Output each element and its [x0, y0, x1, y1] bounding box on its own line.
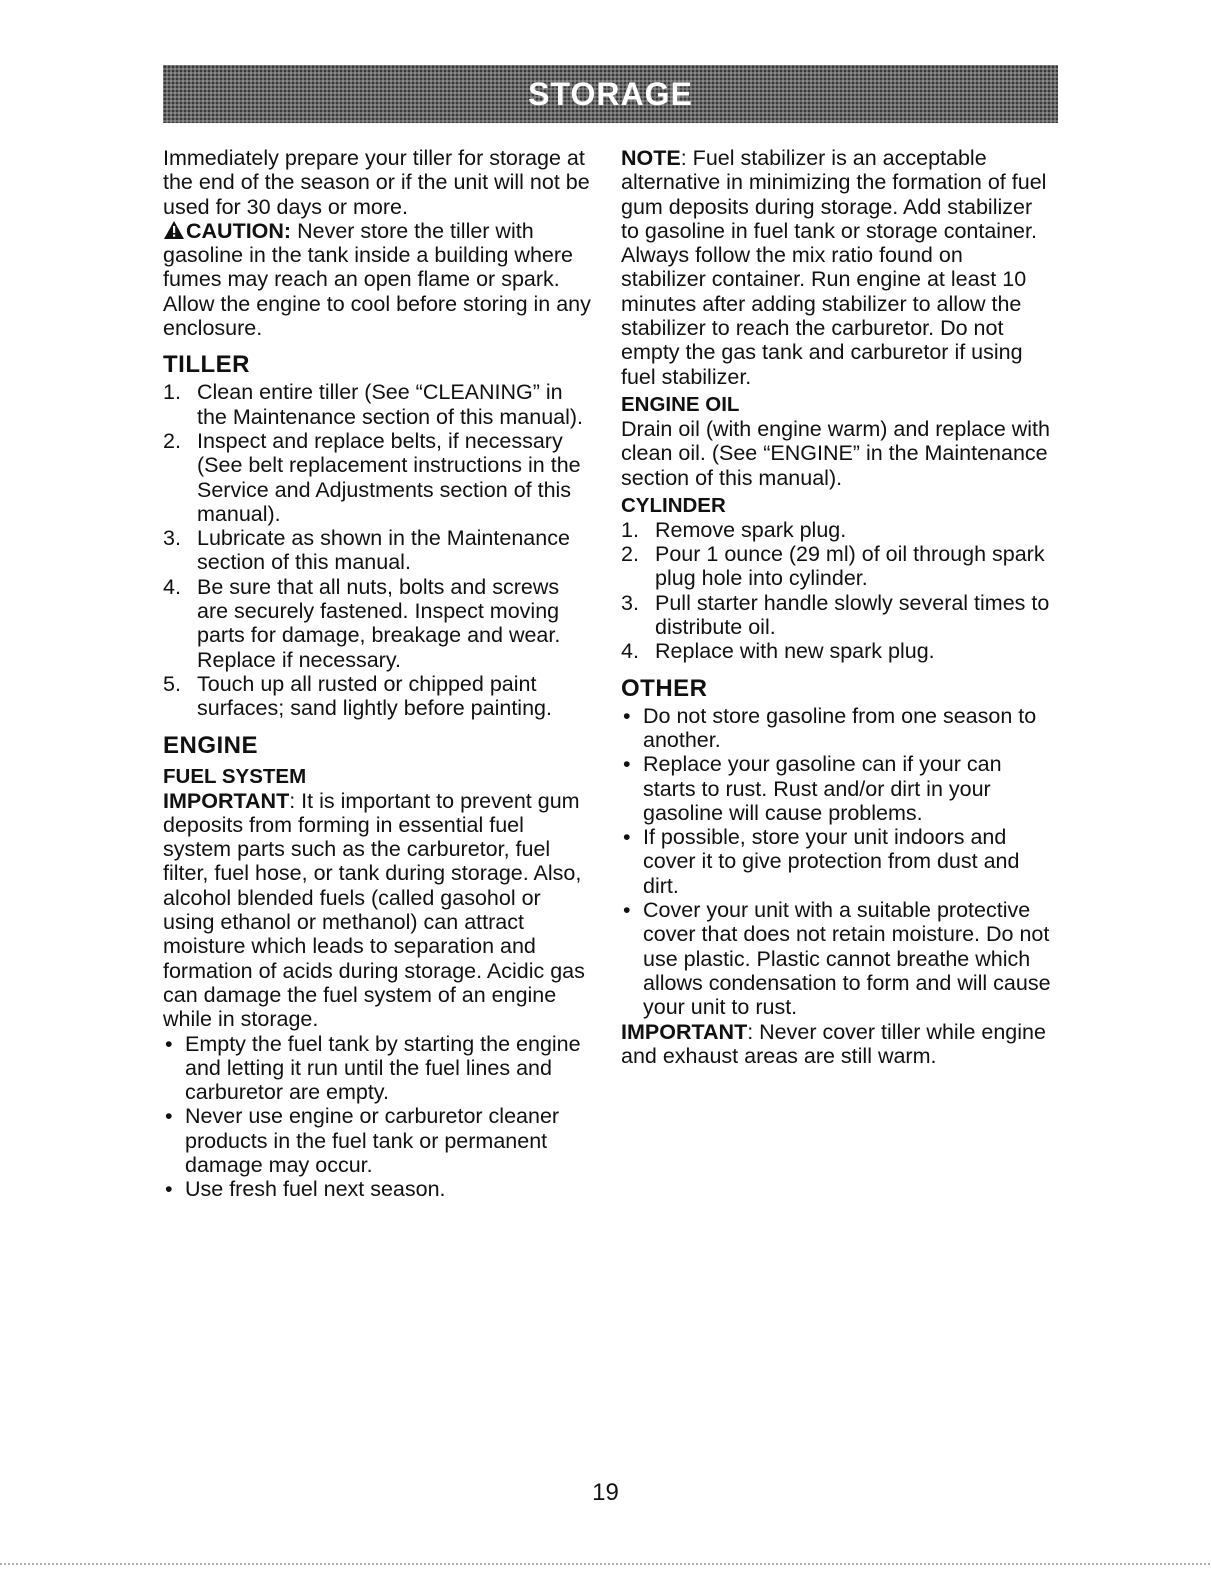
list-item — [621, 591, 1053, 640]
list-item — [163, 1104, 593, 1177]
important-footer-paragraph — [621, 1020, 1053, 1069]
section-banner — [163, 65, 1058, 123]
section-title: STORAGE — [528, 75, 693, 112]
page-number: 19 — [592, 1479, 619, 1506]
item-text: Remove spark plug. — [655, 517, 847, 542]
important-paragraph — [163, 789, 593, 1032]
bullet-icon: • — [623, 703, 631, 728]
item-number: 3. — [621, 590, 639, 615]
list-item — [163, 1177, 593, 1201]
list-item — [163, 429, 593, 526]
item-text: Cover your unit with a suitable protective cover that does not retain moisture. Do not use plastic. Plastic cannot breathe which allows condensation to form and will cause your unit to rust. — [643, 898, 1051, 1020]
item-text: Clean entire tiller (See “CLEANING” in the Maintenance section of this manual). — [197, 380, 584, 429]
list-item — [621, 825, 1053, 898]
list-item — [621, 752, 1053, 825]
important-text: : Never cover tiller while engine and exhaust areas are still warm. — [621, 1019, 1046, 1068]
note-label: NOTE — [621, 146, 681, 170]
item-number: 1. — [163, 380, 181, 405]
item-text: Pull starter handle slowly several times to distribute oil. — [655, 590, 1050, 640]
left-column — [163, 146, 593, 1202]
caution-paragraph — [163, 219, 593, 340]
intro-paragraph: Immediately prepare your tiller for storage at the end of the season or if the unit will not be used for 30 days or more. — [163, 146, 590, 219]
bullet-icon: • — [623, 752, 631, 777]
bullet-icon: • — [165, 1104, 173, 1129]
list-item — [621, 518, 1053, 542]
tiller-steps — [163, 380, 593, 720]
important-text: : It is important to prevent gum deposits from forming in essential fuel system parts such as the carburetor, fuel filter, fuel hose, or tank during storage. Also, alcohol blended fuels (called gasohol or using ethanol or methanol) can attract moisture which leads to separation and formation of acids during storage. Acidic gas can damage the fuel system of an engine while in storage. — [163, 788, 585, 1032]
item-number: 4. — [163, 574, 181, 599]
bullet-icon: • — [165, 1031, 173, 1056]
list-item — [621, 898, 1053, 1019]
list-item — [621, 542, 1053, 591]
right-column — [621, 146, 1053, 1068]
item-text: Empty the fuel tank by starting the engine and letting it run until the fuel lines and carburetor are empty. — [185, 1031, 581, 1105]
item-text: Inspect and replace belts, if necessary (See belt replacement instructions in the Service and Adjustments section of this manual). — [197, 428, 581, 526]
item-text: If possible, store your unit indoors and cover it to give protection from dust and dirt. — [643, 825, 1020, 898]
list-item — [163, 672, 593, 721]
item-number: 4. — [621, 639, 639, 664]
engine-heading: ENGINE — [163, 731, 259, 759]
fuel-system-heading: FUEL SYSTEM — [163, 764, 307, 788]
engine-oil-heading: ENGINE OIL — [621, 392, 740, 416]
list-item — [163, 380, 593, 429]
bottom-divider — [0, 1563, 1211, 1565]
item-text: Never use engine or carburetor cleaner products in the fuel tank or permanent damage may occur. — [185, 1104, 560, 1177]
engine-oil-text: Drain oil (with engine warm) and replace with clean oil. (See “ENGINE” in the Maintenance section of this manual). — [621, 416, 1050, 490]
item-text: Do not store gasoline from one season to another. — [643, 703, 1037, 752]
other-heading: OTHER — [621, 674, 708, 702]
bullet-icon: • — [623, 898, 631, 923]
note-paragraph — [621, 146, 1053, 389]
item-text: Be sure that all nuts, bolts and screws are securely fastened. Inspect moving parts for damage, breakage and wear. Replace if necessary. — [197, 574, 561, 672]
caution-text: Never store the tiller with gasoline in the tank inside a building where fumes may reach an open flame or spark. Allow the engine to cool before storing in any enclosure. — [163, 218, 591, 341]
list-item — [621, 704, 1053, 753]
list-item — [163, 1032, 593, 1105]
item-text: Replace your gasoline can if your can starts to rust. Rust and/or dirt in your gasoline will cause problems. — [643, 752, 1002, 825]
important-label: IMPORTANT — [621, 1019, 748, 1044]
other-bullets — [621, 704, 1053, 1020]
item-text: Touch up all rusted or chipped paint surfaces; sand lightly before painting. — [197, 671, 552, 721]
item-number: 3. — [163, 526, 181, 551]
cylinder-heading: CYLINDER — [621, 493, 726, 517]
item-text: Pour 1 ounce (29 ml) of oil through spark plug hole into cylinder. — [655, 542, 1045, 591]
item-number: 2. — [163, 428, 181, 453]
item-number: 1. — [621, 517, 639, 542]
note-text: : Fuel stabilizer is an acceptable alternative in minimizing the formation of fuel gum deposits during storage. Add stabilizer to gasoline in fuel tank or storage container. Always follow the mix ratio found on stabilizer container. Run engine at least 10 minutes after adding stabilizer to allow the stabilizer to reach the carburetor. Do not empty the gas tank and carburetor if using fuel stabilizer. — [621, 146, 1047, 389]
bullet-icon: • — [165, 1177, 173, 1202]
list-item — [621, 639, 1053, 663]
tiller-heading: TILLER — [163, 351, 250, 379]
caution-label: CAUTION: — [186, 218, 292, 243]
warning-triangle-icon — [163, 220, 185, 240]
item-number: 5. — [163, 671, 181, 696]
list-item — [163, 526, 593, 575]
list-item — [163, 575, 593, 672]
fuel-bullets — [163, 1032, 593, 1202]
important-label: IMPORTANT — [163, 788, 290, 813]
bullet-icon: • — [623, 825, 631, 850]
item-text: Lubricate as shown in the Maintenance section of this manual. — [197, 526, 570, 575]
item-text: Use fresh fuel next season. — [185, 1177, 446, 1202]
cylinder-steps — [621, 518, 1053, 664]
item-text: Replace with new spark plug. — [655, 639, 935, 664]
item-number: 2. — [621, 542, 639, 567]
